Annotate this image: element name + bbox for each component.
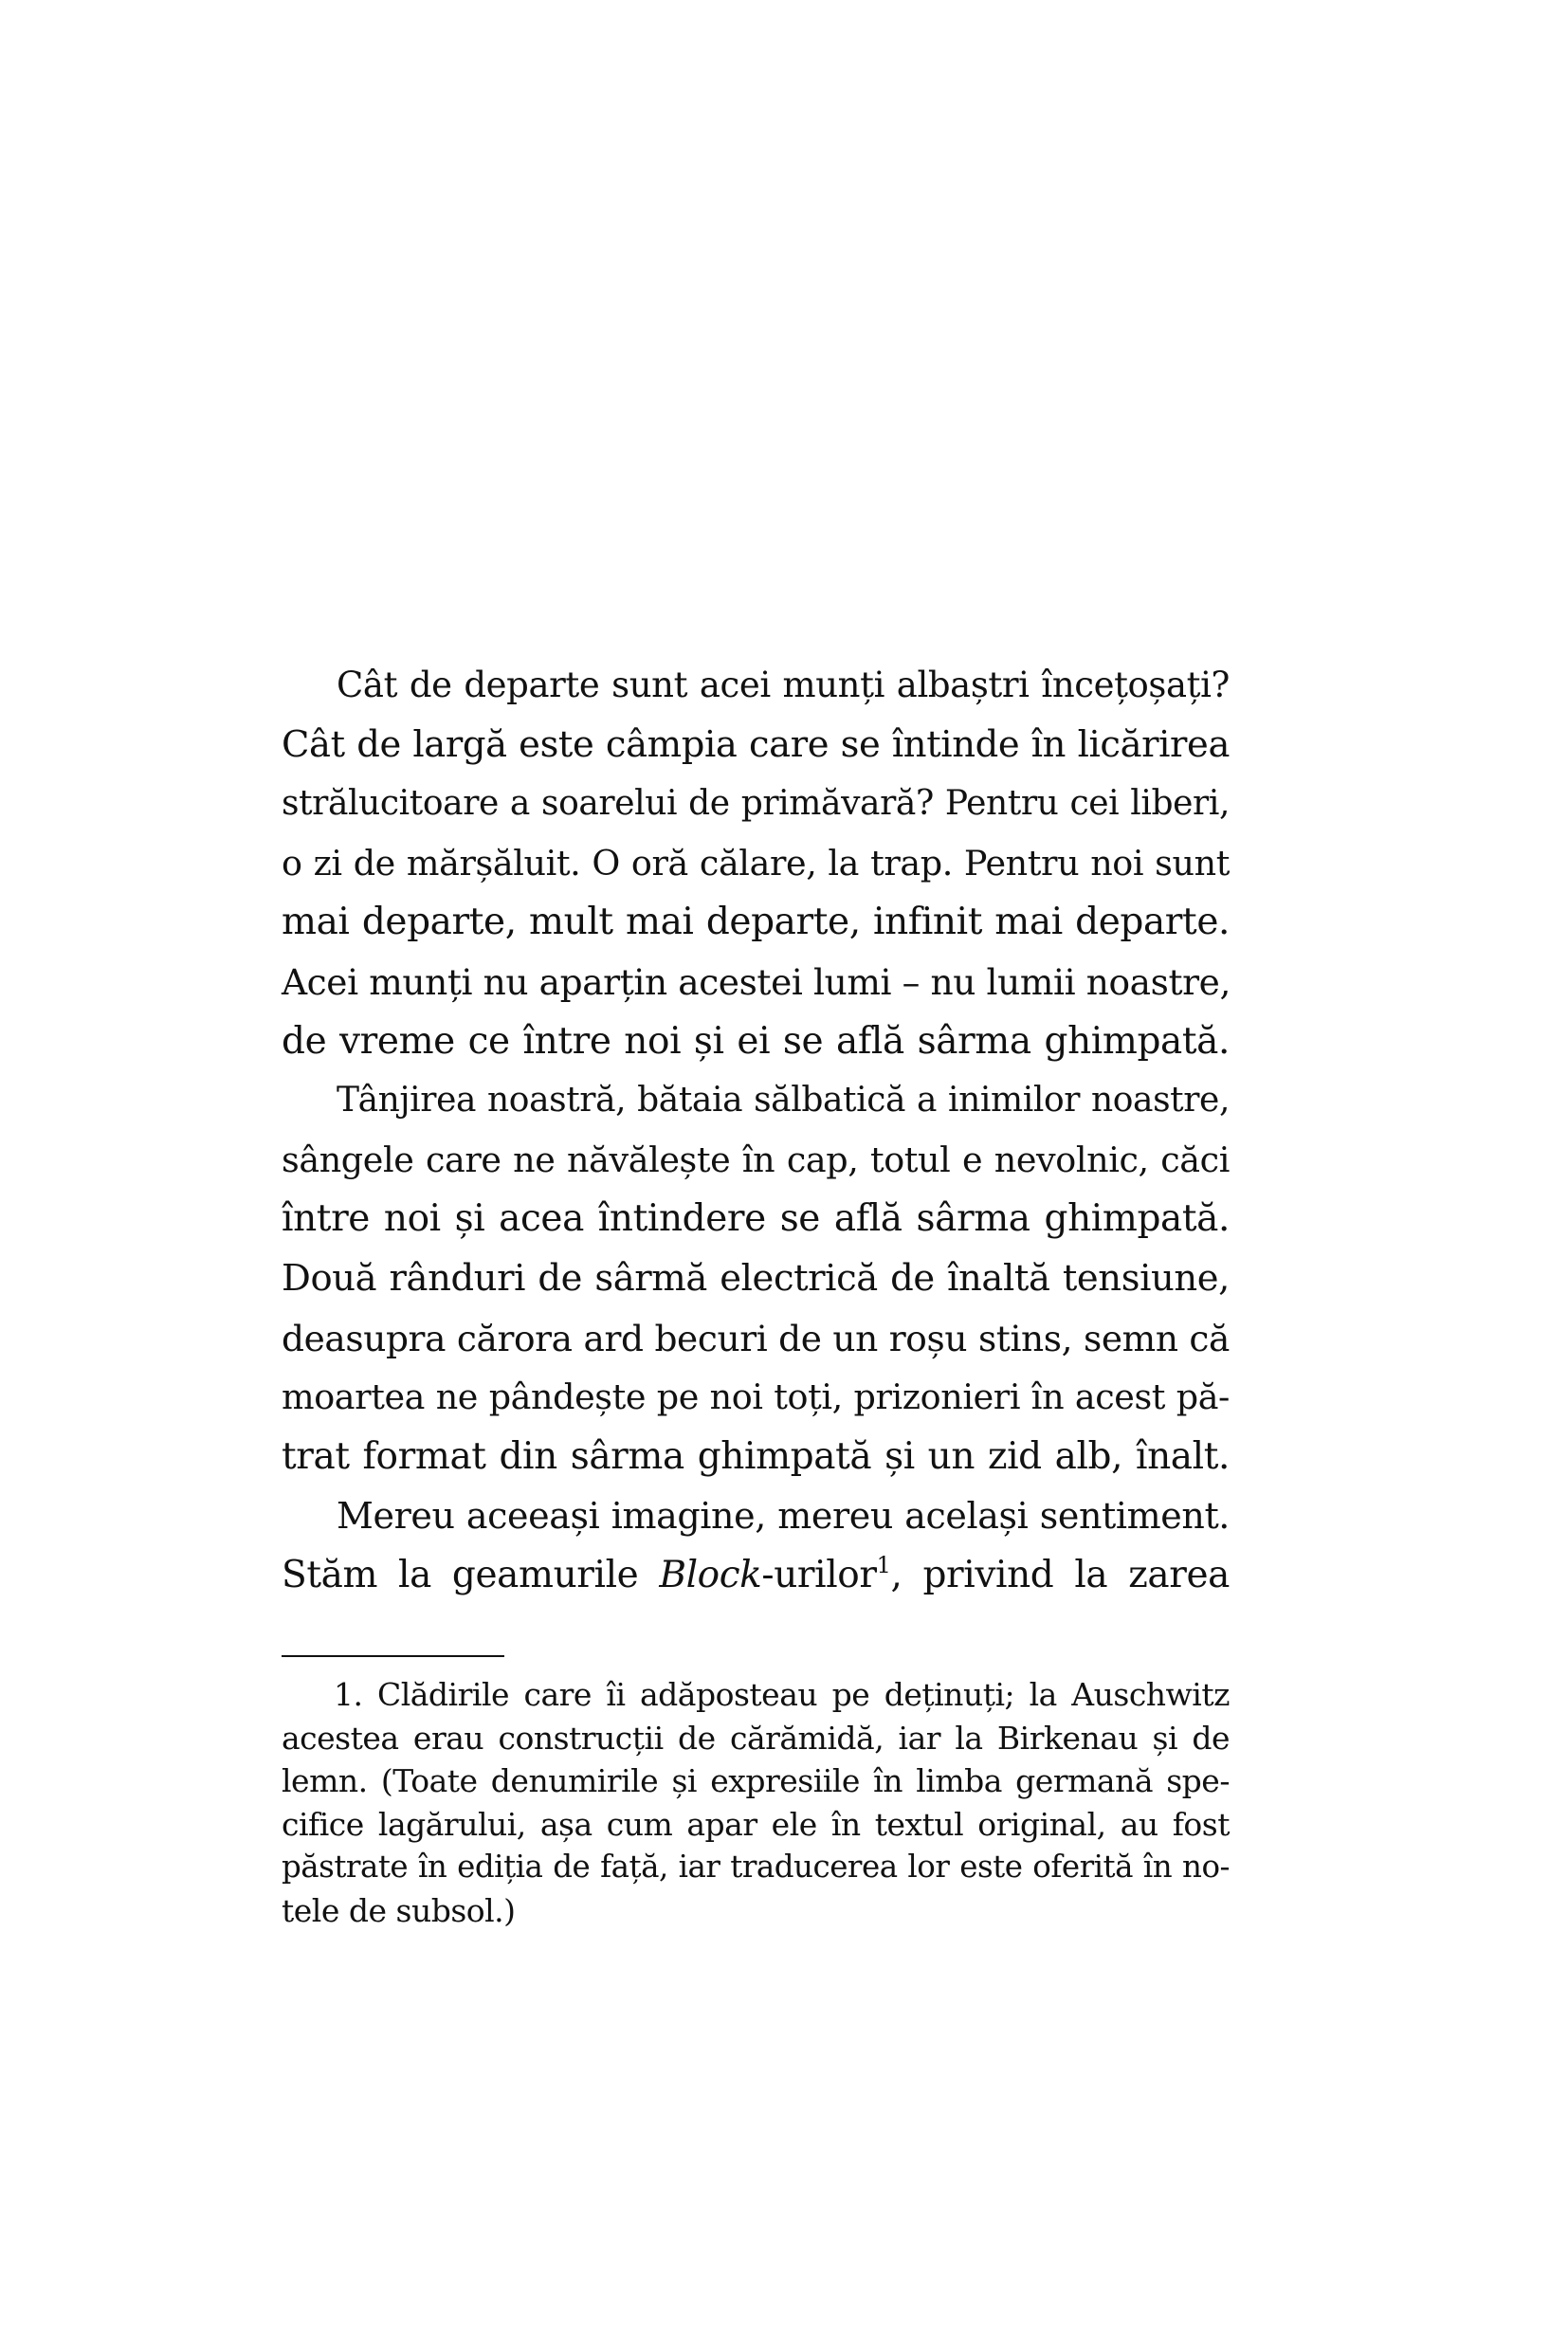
body-text [282,656,1230,1606]
block-term: Block [659,1553,762,1596]
paragraph-1-line-7: de vreme ce între noi și ei se află sârma ghimpată. [282,1019,1230,1063]
footnote-line-1: 1. Clădirile care îi adăposteau pe deținuți; la Auschwitz [334,1676,1230,1713]
paragraph-2-line-5: deasupra cărora ard becuri de un roșu stins, semn că [282,1317,1230,1359]
paragraph-2-line-4: Două rânduri de sârmă electrică de înaltă tensiune, [282,1256,1230,1300]
paragraph-3-line-1: Mereu aceeași imagine, mereu același sentiment. [337,1495,1230,1538]
footnote-line-4: cifice lagărului, așa cum apar ele în textul original, au fost [282,1805,1230,1843]
footnote-separator [282,1655,504,1657]
paragraph-1-line-6: Acei munți nu aparțin acestei lumi – nu lumii noastre, [282,960,1231,1003]
footnote-reference[interactable]: 1 [876,1551,891,1578]
paragraph-3-line-2-end: , privind la zarea [890,1553,1230,1596]
paragraph-1-line-5: mai departe, mult mai departe, infinit mai departe. [282,901,1230,944]
paragraph-1-line-4: o zi de mărșăluit. O oră călare, la trap. Pentru noi sunt [282,842,1230,884]
footnote-line-5: păstrate în ediția de față, iar traducerea lor este oferită în no- [282,1849,1230,1885]
footnote [282,1673,1230,1932]
footnote-line-3: lemn. (Toate denumirile și expresiile în limba germană spe- [282,1762,1230,1799]
paragraph-2-line-2: sângele care ne năvălește în cap, totul e nevolnic, căci [282,1139,1230,1180]
paragraph-3-line-2-start: Stăm la geamurile [282,1553,660,1596]
block-suffix: -urilor [761,1553,877,1596]
footnote-line-6: tele de subsol.) [282,1891,516,1929]
footnote-line-2: acestea erau construcții de cărămidă, iar la Birkenau și de [282,1719,1230,1757]
paragraph-2-line-6: moartea ne pândește pe noi toți, prizonieri în acest pă- [282,1376,1230,1418]
paragraph-2-line-7: trat format din sârma ghimpată și un zid alb, înalt. [282,1434,1230,1478]
paragraph-2-line-3: între noi și acea întindere se află sârma ghimpată. [282,1197,1230,1241]
paragraph-3-line-2 [282,1546,1230,1606]
paragraph-1-line-1: Cât de departe sunt acei munți albaștri încețoșați? [337,665,1230,705]
paragraph-2-line-1: Tânjirea noastră, bătaia sălbatică a inimilor noastre, [337,1081,1230,1121]
paragraph-1-line-2: Cât de largă este câmpia care se întinde în licărirea [282,722,1230,766]
paragraph-1-line-3: strălucitoare a soarelui de primăvară? Pentru cei liberi, [282,784,1230,824]
